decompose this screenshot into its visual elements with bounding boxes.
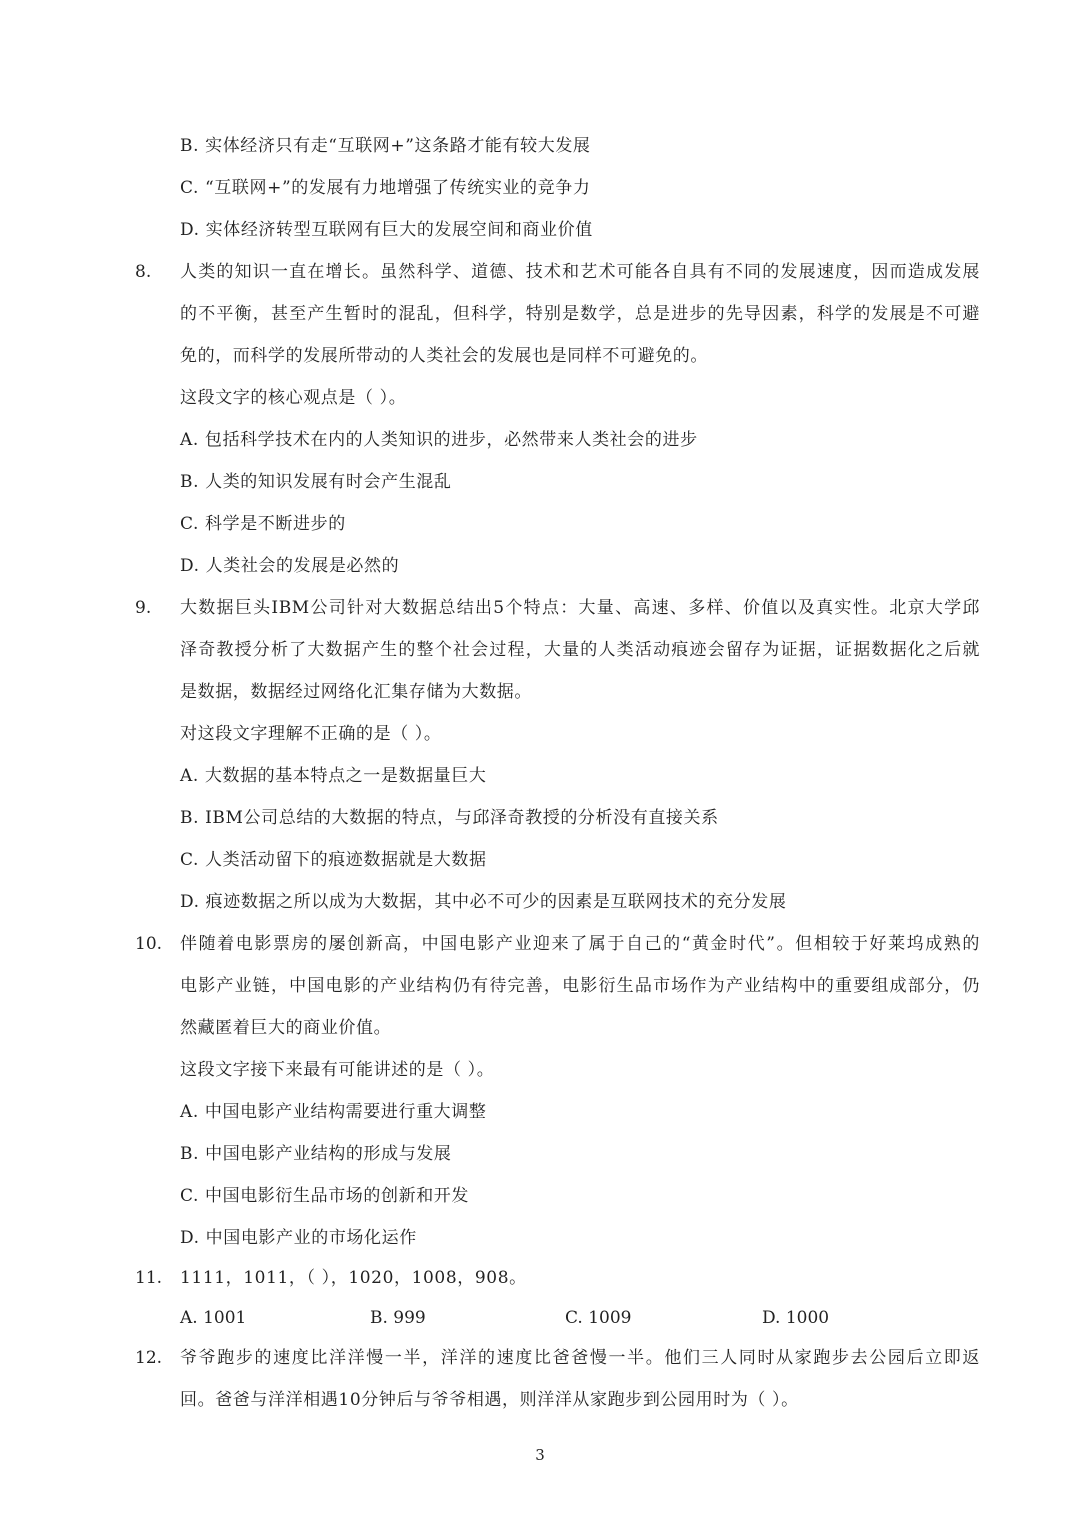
q10-passage-line-1: 伴随着电影票房的屡创新高，中国电影产业迎来了属于自己的“黄金时代”。但相较于好莱坞成熟的 — [180, 934, 980, 954]
q10-passage-line-2: 电影产业链，中国电影的产业结构仍有待完善，电影衍生品市场作为产业结构中的重要组成部分，仍 — [180, 976, 980, 996]
q11-options — [180, 1306, 980, 1330]
q11-option-c: C. 1009 — [565, 1308, 632, 1328]
q10-number: 10. — [135, 934, 163, 954]
q9-passage-line-3: 是数据，数据经过网络化汇集存储为大数据。 — [180, 682, 532, 702]
q8-passage-line-3: 免的，而科学的发展所带动的人类社会的发展也是同样不可避免的。 — [180, 346, 708, 366]
page-number: 3 — [535, 1446, 545, 1464]
q9-passage-line-1: 大数据巨头IBM公司针对大数据总结出5个特点：大量、高速、多样、价值以及真实性。北京大学邱 — [180, 598, 980, 618]
q8-option-d: D. 人类社会的发展是必然的 — [180, 556, 400, 576]
q11-option-b: B. 999 — [370, 1308, 426, 1328]
q11-number: 11. — [135, 1268, 163, 1288]
q12-number: 12. — [135, 1348, 163, 1368]
q10-stem: 这段文字接下来最有可能讲述的是（ ）。 — [180, 1060, 495, 1080]
q12-passage-line-1: 爷爷跑步的速度比洋洋慢一半，洋洋的速度比爸爸慢一半。他们三人同时从家跑步去公园后立即返 — [180, 1348, 980, 1368]
q9-option-b: B. IBM公司总结的大数据的特点，与邱泽奇教授的分析没有直接关系 — [180, 808, 719, 828]
q8-option-b: B. 人类的知识发展有时会产生混乱 — [180, 472, 452, 492]
q7-option-d: D. 实体经济转型互联网有巨大的发展空间和商业价值 — [180, 220, 593, 240]
q8-stem: 这段文字的核心观点是（ ）。 — [180, 388, 407, 408]
q8-passage-line-1: 人类的知识一直在增长。虽然科学、道德、技术和艺术可能各自具有不同的发展速度，因而造成发展 — [180, 262, 980, 282]
q11-option-d: D. 1000 — [762, 1308, 830, 1328]
q9-option-d: D. 痕迹数据之所以成为大数据，其中必不可少的因素是互联网技术的充分发展 — [180, 892, 787, 912]
q7-option-c: C. “互联网+”的发展有力地增强了传统实业的竞争力 — [180, 178, 591, 198]
q7-option-b: B. 实体经济只有走“互联网+”这条路才能有较大发展 — [180, 136, 591, 156]
q10-passage-line-3: 然藏匿着巨大的商业价值。 — [180, 1018, 392, 1038]
q9-option-c: C. 人类活动留下的痕迹数据就是大数据 — [180, 850, 487, 870]
q8-option-a: A. 包括科学技术在内的人类知识的进步，必然带来人类社会的进步 — [180, 430, 698, 450]
q10-option-b: B. 中国电影产业结构的形成与发展 — [180, 1144, 452, 1164]
q9-number: 9. — [135, 598, 152, 618]
q8-option-c: C. 科学是不断进步的 — [180, 514, 346, 534]
q9-passage-line-2: 泽奇教授分析了大数据产生的整个社会过程，大量的人类活动痕迹会留存为证据，证据数据化之后就 — [180, 640, 980, 660]
q11-sequence: 1111，1011，（ ），1020，1008，908。 — [180, 1268, 527, 1288]
q11-option-a: A. 1001 — [180, 1308, 247, 1328]
q8-passage-line-2: 的不平衡，甚至产生暂时的混乱，但科学，特别是数学，总是进步的先导因素，科学的发展是不可避 — [180, 304, 980, 324]
q10-option-d: D. 中国电影产业的市场化运作 — [180, 1228, 417, 1248]
q9-option-a: A. 大数据的基本特点之一是数据量巨大 — [180, 766, 487, 786]
q10-option-c: C. 中国电影衍生品市场的创新和开发 — [180, 1186, 470, 1206]
q8-number: 8. — [135, 262, 152, 282]
q9-stem: 对这段文字理解不正确的是（ ）。 — [180, 724, 442, 744]
q10-option-a: A. 中国电影产业结构需要进行重大调整 — [180, 1102, 487, 1122]
q12-passage-line-2: 回。爸爸与洋洋相遇10分钟后与爷爷相遇，则洋洋从家跑步到公园用时为（ ）。 — [180, 1390, 799, 1410]
